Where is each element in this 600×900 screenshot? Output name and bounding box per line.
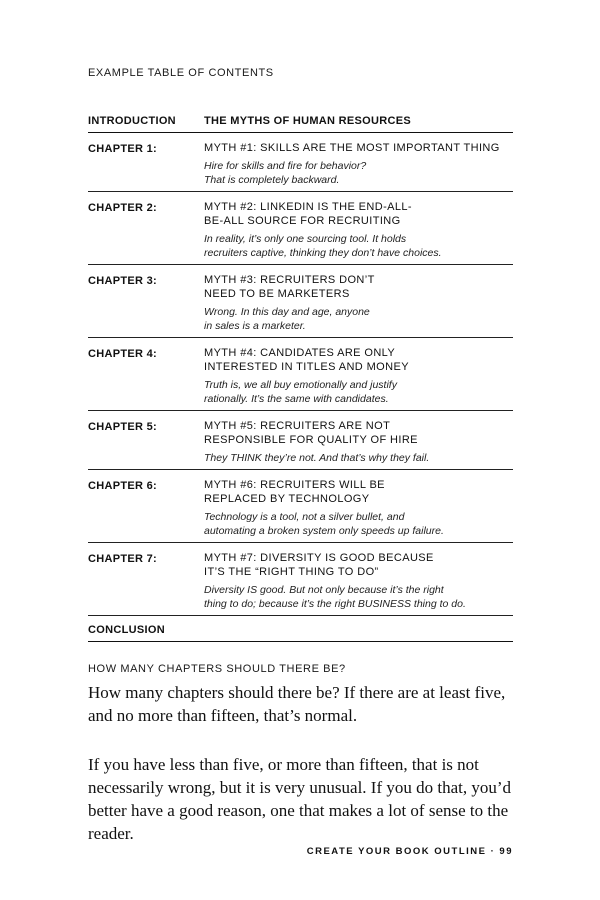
chapter-label: CHAPTER 2: (88, 202, 158, 214)
chapter-title: MYTH #6: RECRUITERS WILL BE REPLACED BY TECHNOLOGY (204, 479, 385, 505)
section-heading: HOW MANY CHAPTERS SHOULD THERE BE? (88, 663, 346, 675)
toc-conclusion-row (88, 616, 513, 642)
toc-row (88, 338, 513, 411)
toc-header-row (88, 112, 513, 133)
chapter-description: Technology is a tool, not a silver bullet, and automating a broken system only speeds up failure. (204, 511, 444, 537)
chapter-description: Truth is, we all buy emotionally and justify rationally. It’s the same with candidates. (204, 379, 397, 405)
chapter-description: Hire for skills and fire for behavior? That is completely backward. (204, 160, 367, 186)
body-paragraph-1: How many chapters should there be? If there are at least five, and no more than fifteen, that’s normal. (88, 683, 506, 725)
chapter-title: MYTH #7: DIVERSITY IS GOOD BECAUSE IT’S THE “RIGHT THING TO DO” (204, 552, 434, 578)
chapter-description: In reality, it’s only one sourcing tool. It holds recruiters captive, thinking they don’t have choices. (204, 233, 442, 259)
toc-label: EXAMPLE TABLE OF CONTENTS (88, 67, 274, 79)
chapter-description: Diversity IS good. But not only because it’s the right thing to do; because it’s the right BUSINESS thing to do. (204, 584, 466, 610)
conclusion-label: CONCLUSION (88, 624, 165, 636)
chapter-description: Wrong. In this day and age, anyone in sales is a marketer. (204, 306, 370, 332)
chapter-label: CHAPTER 5: (88, 421, 158, 433)
chapter-label: CHAPTER 1: (88, 143, 158, 155)
chapter-title: MYTH #1: SKILLS ARE THE MOST IMPORTANT THING (204, 142, 500, 154)
table-of-contents (88, 112, 513, 642)
book-page (88, 0, 513, 900)
chapter-label: CHAPTER 6: (88, 480, 158, 492)
toc-row (88, 133, 513, 192)
chapter-title: MYTH #2: LINKEDIN IS THE END-ALL- BE-ALL SOURCE FOR RECRUITING (204, 201, 412, 227)
page-footer: CREATE YOUR BOOK OUTLINE · 99 (306, 846, 513, 857)
toc-row (88, 411, 513, 470)
chapter-label: CHAPTER 7: (88, 553, 158, 565)
chapter-description: They THINK they’re not. And that’s why they fail. (204, 452, 430, 464)
chapter-label: CHAPTER 3: (88, 275, 158, 287)
chapter-title: MYTH #5: RECRUITERS ARE NOT RESPONSIBLE FOR QUALITY OF HIRE (204, 420, 418, 446)
chapter-title: MYTH #4: CANDIDATES ARE ONLY INTERESTED IN TITLES AND MONEY (204, 347, 409, 373)
toc-header-title: THE MYTHS OF HUMAN RESOURCES (204, 115, 412, 127)
body-paragraph-2: If you have less than five, or more than fifteen, that is not necessarily wrong, but it is very unusual. If you do that, you’d better have a good reason, one that makes a lot of sense to the reader. (88, 755, 512, 843)
toc-row (88, 543, 513, 616)
toc-header-introduction: INTRODUCTION (88, 115, 176, 127)
toc-row (88, 265, 513, 338)
toc-row (88, 470, 513, 543)
chapter-title: MYTH #3: RECRUITERS DON’T NEED TO BE MARKETERS (204, 274, 375, 300)
toc-row (88, 192, 513, 265)
chapter-label: CHAPTER 4: (88, 348, 158, 360)
